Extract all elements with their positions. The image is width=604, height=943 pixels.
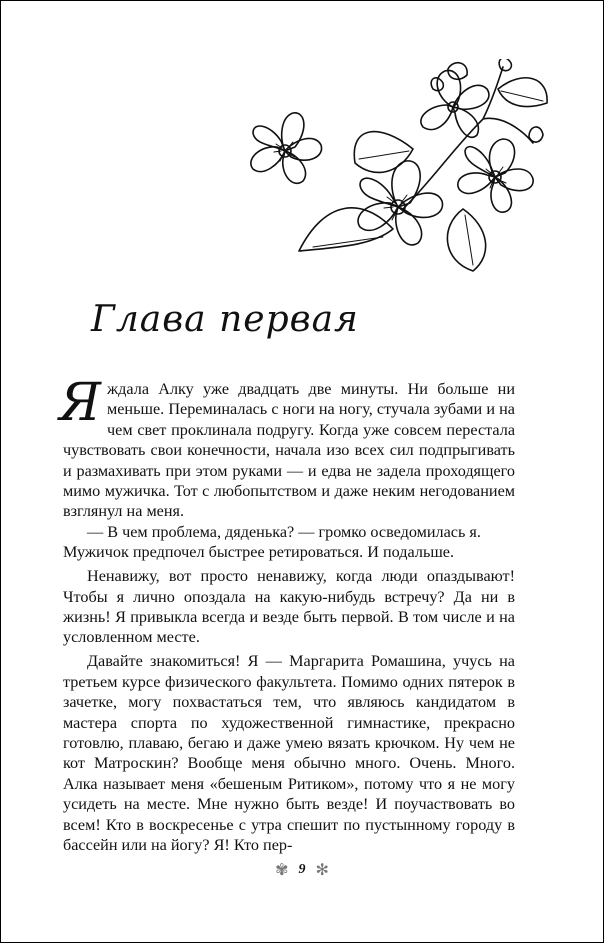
drop-cap: Я [59, 373, 101, 433]
paragraph-4: Ненавижу, вот просто ненавижу, когда люди опаздывают! Чтобы я лично опоздала на какую-нибудь встречу? Да ни в жизнь! Я привыкла всегда и везде быть первой. В том числе и на условленном месте. [63, 567, 515, 647]
right-flower-icon [458, 139, 533, 212]
large-flower-icon [358, 161, 442, 245]
chapter-title: Глава первая [91, 299, 359, 340]
paragraph-2: — В чем проблема, дяденька? — громко осведомилась я. [87, 522, 481, 541]
small-flower-icon [251, 113, 322, 183]
snowflake-ornament-icon: ✻ [315, 862, 329, 879]
floral-ornament-icon: ✾ [275, 862, 289, 879]
body-text [59, 373, 515, 855]
apple-blossom-illustration [233, 59, 555, 281]
paragraph-1 [59, 373, 515, 522]
paragraph-3: Мужичок предпочел быстрее ретироваться. И подальше. [63, 543, 455, 562]
page-footer [1, 860, 603, 880]
paragraph-5: Давайте знакомиться! Я — Маргарита Ромашина, учусь на третьем курсе физического факультета. Помимо одних пятерок в зачетке, могу похвастаться тем, что являюсь кандидатом в мастера спорта по художественной гимнастике, прекрасно готовлю, плаваю, бегаю и даже умею вязать крючком. Ну чем не кот Матроскин? Вообще меня обычно много. Очень. Много. Алка называет меня «бешеным Ритиком», потому что я не могу усидеть на месте. Мне нужно быть везде! И поучаствовать во всем! Кто в воскресенье с утра спешит по пустынному городу в бассейн или на йогу? Я! Кто пер- [63, 652, 515, 854]
paragraph-text: ждала Алку уже двадцать две минуты. Ни больше ни меньше. Переминалась с ноги на ногу, стучала зубами и на чем свет проклинала подругу. Когда уже совсем перестала чувствовать свои конечности, начала изо всех сил подпрыгивать и размахивать при этом руками — и едва не задела проходящего мимо мужичка. Тот с любопытством и даже неким негодованием взглянул на меня. [63, 380, 515, 521]
page-number: 9 [298, 862, 306, 877]
